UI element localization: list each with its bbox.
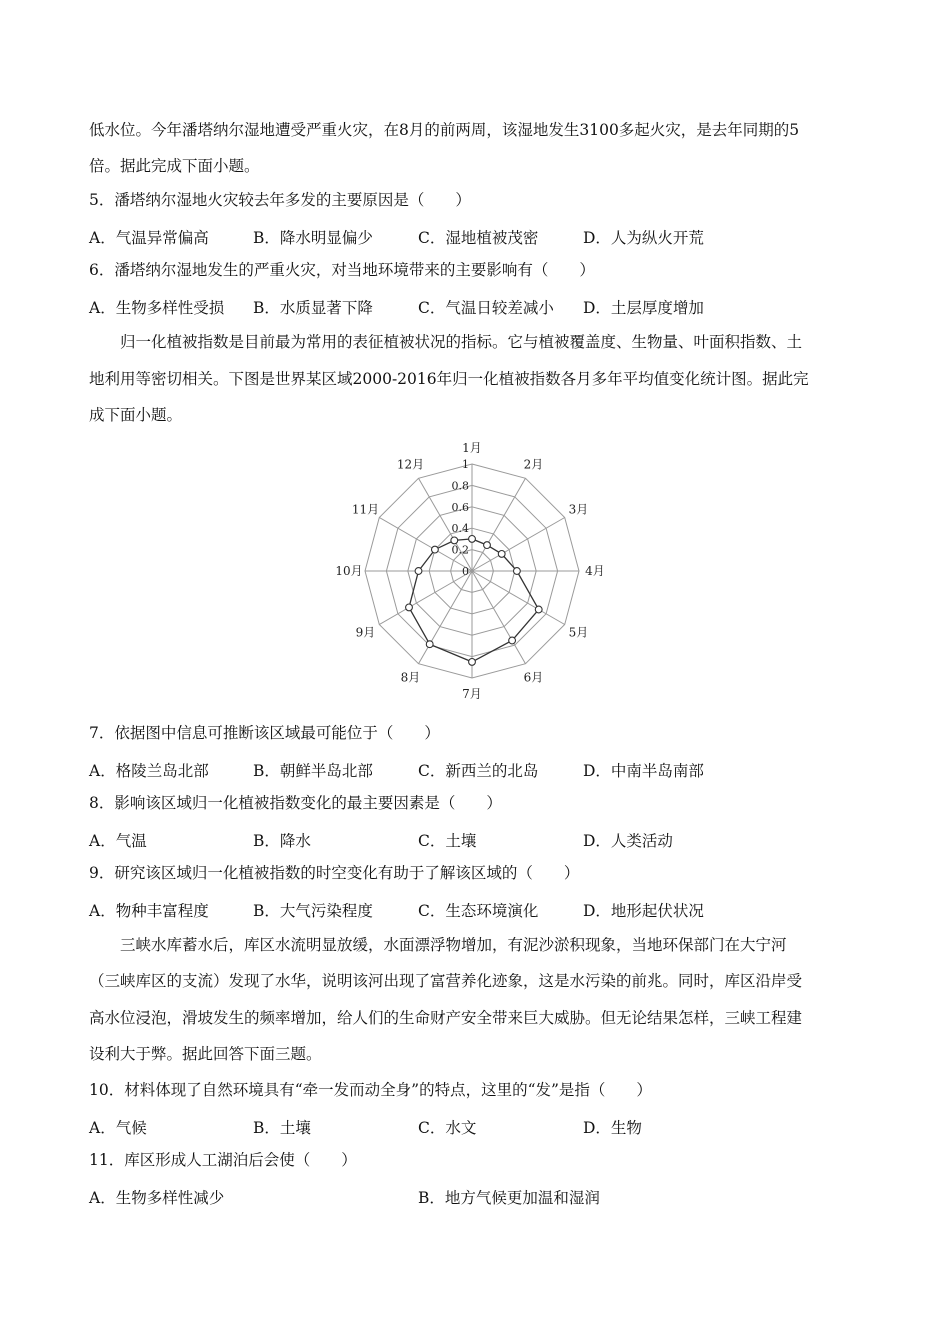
question-11-stem: 11．库区形成人工湖泊后会使（ ）: [89, 1151, 357, 1169]
data-point: [514, 568, 521, 575]
data-point: [432, 546, 439, 553]
option-b: B．朝鲜半岛北部: [253, 762, 373, 780]
month-label: 7月: [462, 687, 482, 701]
option-c: C．气温日较差减小: [418, 299, 554, 317]
passage1-line-1: 低水位。今年潘塔纳尔湿地遭受严重火灾，在8月的前两周，该湿地发生3100多起火灾，是去年同期的5: [89, 121, 800, 139]
option-c: C．新西兰的北岛: [418, 762, 539, 780]
radial-tick-label: 0.8: [451, 479, 469, 493]
option-a: A．气候: [89, 1119, 147, 1137]
data-point: [484, 542, 491, 549]
option-b: B．大气污染程度: [253, 902, 373, 920]
question-5-options: [89, 226, 869, 248]
option-b: B．水质显著下降: [253, 299, 373, 317]
passage2-line-1: 归一化植被指数是目前最为常用的表征植被状况的指标。它与植被覆盖度、生物量、叶面积指数、土: [120, 333, 803, 351]
question-7-stem: 7．依据图中信息可推断该区域最可能位于（ ）: [89, 724, 440, 742]
data-point: [406, 604, 413, 611]
month-label: 11月: [351, 502, 380, 517]
passage1-line-2: 倍。据此完成下面小题。: [89, 157, 260, 175]
month-label: 1月: [462, 441, 482, 455]
radial-tick-label: 0: [462, 565, 469, 578]
month-label: 6月: [523, 670, 544, 685]
radial-tick-label: 0.6: [451, 500, 469, 514]
option-c: C．生态环境演化: [418, 902, 539, 920]
option-d: D．中南半岛南部: [583, 762, 704, 780]
question-9-stem: 9．研究该区域归一化植被指数的时空变化有助于了解该区域的（ ）: [89, 864, 580, 882]
question-10-stem: 10．材料体现了自然环境具有“牵一发而动全身”的特点，这里的“发”是指（ ）: [89, 1081, 652, 1099]
data-point: [451, 537, 458, 544]
data-point: [426, 641, 433, 648]
month-label: 5月: [568, 625, 589, 640]
month-label: 3月: [568, 502, 589, 517]
option-c: C．湿地植被茂密: [418, 229, 539, 247]
data-point: [415, 568, 422, 575]
month-label: 8月: [400, 670, 421, 685]
option-d: D．人类活动: [583, 832, 673, 850]
option-a: A．气温: [89, 832, 147, 850]
option-b: B．地方气候更加温和湿润: [418, 1189, 600, 1207]
radial-tick-label: 0.2: [451, 543, 469, 557]
option-a: A．生物多样性减少: [89, 1189, 225, 1207]
month-label: 4月: [585, 564, 605, 578]
question-6-stem: 6．潘塔纳尔湿地发生的严重火灾，对当地环境带来的主要影响有（ ）: [89, 261, 595, 279]
ndvi-radar-chart: [300, 432, 640, 710]
data-point: [509, 637, 516, 644]
option-d: D．生物: [583, 1119, 642, 1137]
month-label: 10月: [335, 564, 363, 578]
question-5-stem: 5．潘塔纳尔湿地火灾较去年多发的主要原因是（ ）: [89, 191, 471, 209]
data-point: [469, 536, 476, 543]
question-6-options: [89, 296, 869, 318]
option-c: C．水文: [418, 1119, 477, 1137]
month-label: 9月: [355, 625, 376, 640]
option-a: A．物种丰富程度: [89, 902, 209, 920]
question-10-options: [89, 1116, 869, 1138]
option-a: A．生物多样性受损: [89, 299, 225, 317]
question-8-stem: 8．影响该区域归一化植被指数变化的最主要因素是（ ）: [89, 794, 502, 812]
passage2-line-3: 成下面小题。: [89, 406, 183, 424]
option-c: C．土壤: [418, 832, 477, 850]
radial-tick-label: 1: [462, 458, 469, 471]
question-11-options: [89, 1186, 869, 1208]
option-d: D．人为纵火开荒: [583, 229, 704, 247]
radar-chart-svg: [300, 432, 640, 710]
question-8-options: [89, 829, 869, 851]
option-d: D．地形起伏状况: [583, 902, 704, 920]
passage2-line-2: 地利用等密切相关。下图是世界某区域2000-2016年归一化植被指数各月多年平均值变化统计图。据此完: [89, 370, 809, 388]
question-9-options: [89, 899, 869, 921]
passage3-line-1: 三峡水库蓄水后，库区水流明显放缓，水面漂浮物增加，有泥沙淤积现象，当地环保部门在大宁河: [120, 936, 787, 954]
option-b: B．降水明显偏少: [253, 229, 373, 247]
passage3-line-4: 设利大于弊。据此回答下面三题。: [89, 1045, 322, 1063]
data-point: [535, 606, 542, 613]
question-7-options: [89, 759, 869, 781]
option-b: B．土壤: [253, 1119, 311, 1137]
radial-tick-label: 0.4: [451, 522, 469, 536]
option-a: A．格陵兰岛北部: [89, 762, 209, 780]
passage3-line-2: （三峡库区的支流）发现了水华，说明该河出现了富营养化迹象，这是水污染的前兆。同时，库区沿岸受: [89, 972, 803, 990]
data-point: [469, 659, 476, 666]
month-label: 2月: [523, 457, 544, 472]
option-d: D．土层厚度增加: [583, 299, 704, 317]
option-b: B．降水: [253, 832, 311, 850]
data-point: [498, 551, 505, 558]
option-a: A．气温异常偏高: [89, 229, 209, 247]
passage3-line-3: 高水位浸泡，滑坡发生的频率增加，给人们的生命财产安全带来巨大威胁。但无论结果怎样，三峡工程建: [89, 1009, 803, 1027]
month-label: 12月: [396, 457, 425, 472]
